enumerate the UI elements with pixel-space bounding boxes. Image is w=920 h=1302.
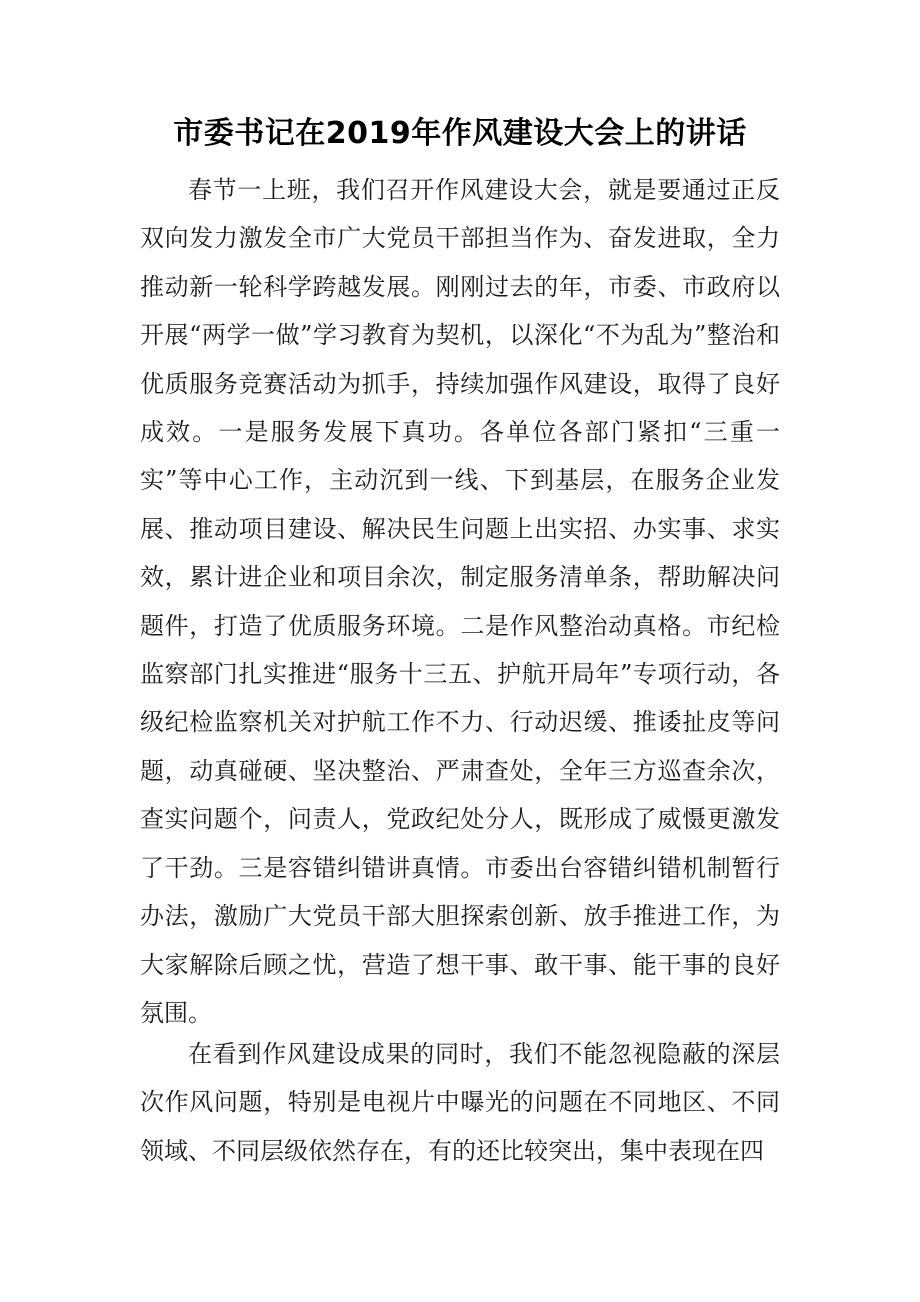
- body-paragraph: 春节一上班，我们召开作风建设大会，就是要通过正反双向发力激发全市广大党员干部担当作为、奋发进取，全力推动新一轮科学跨越发展。刚刚过去的年，市委、市政府以开展“两学一做”学习教育为契机，以深化“不为乱为”整治和优质服务竞赛活动为抓手，持续加强作风建设，取得了良好成效。一是服务发展下真功。各单位各部门紧扣“三重一实”等中心工作，主动沉到一线、下到基层，在服务企业发展、推动项目建设、解决民生问题上出实招、办实事、求实效，累计进企业和项目余次，制定服务清单条，帮助解决问题件，打造了优质服务环境。二是作风整治动真格。市纪检监察部门扎实推进“服务十三五、护航开局年”专项行动，各级纪检监察机关对护航工作不力、行动迟缓、推诿扯皮等问题，动真碰硬、坚决整治、严肃查处，全年三方巡查余次，查实问题个，问责人，党政纪处分人，既形成了威慑更激发了干劲。三是容错纠错讲真情。市委出台容错纠错机制暂行办法，激励广大党员干部大胆探索创新、放手推进工作，为大家解除后顾之忧，营造了想干事、敢干事、能干事的良好氛围。: [140, 176, 780, 1027]
- document-title: 市委书记在2019年作风建设大会上的讲话: [173, 116, 747, 151]
- body-paragraph: 在看到作风建设成果的同时，我们不能忽视隐蔽的深层次作风问题，特别是电视片中曝光的问题在不同地区、不同领域、不同层级依然存在，有的还比较突出，集中表现在四: [140, 1040, 780, 1165]
